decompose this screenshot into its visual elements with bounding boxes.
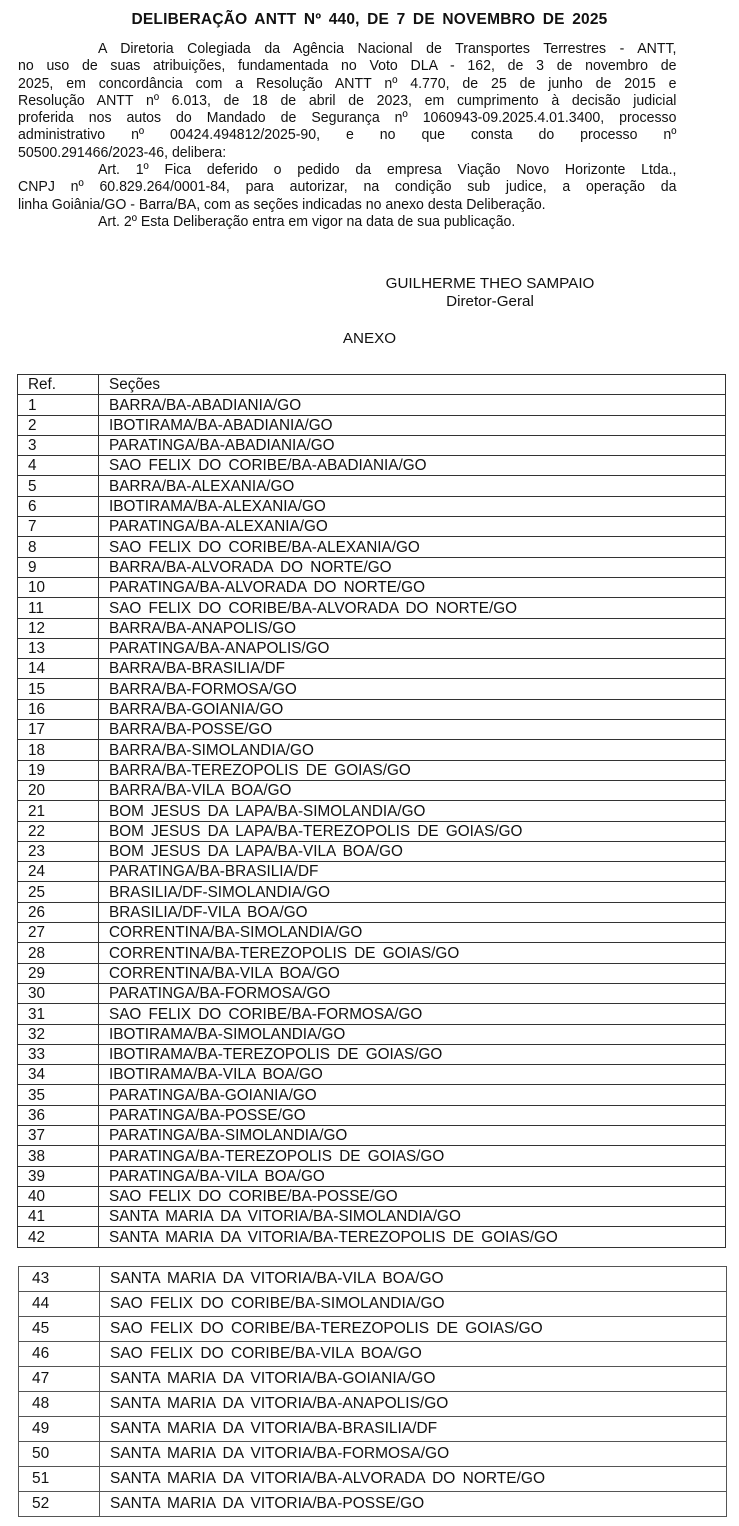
- ref-cell: 42: [18, 1227, 99, 1247]
- section-cell: IBOTIRAMA/BA-ABADIANIA/GO: [99, 415, 726, 435]
- section-cell: CORRENTINA/BA-VILA BOA/GO: [99, 963, 726, 983]
- ref-cell: 41: [18, 1207, 99, 1227]
- ref-cell: 32: [18, 1024, 99, 1044]
- table-row: [18, 862, 726, 882]
- section-cell: BOM JESUS DA LAPA/BA-TEREZOPOLIS DE GOIAS/GO: [99, 821, 726, 841]
- preamble-line: proferida nos autos do Mandado de Segurança nº 1060943-09.2025.4.01.3400, processo: [18, 109, 677, 127]
- annex-title: ANEXO: [342, 330, 397, 347]
- table-row: [18, 456, 726, 476]
- ref-cell: 39: [18, 1166, 99, 1186]
- ref-cell: 31: [18, 1004, 99, 1024]
- ref-cell: 2: [18, 415, 99, 435]
- table-row: [18, 1186, 726, 1206]
- table-row: [18, 902, 726, 922]
- table-row: [18, 679, 726, 699]
- preamble-line: A Diretoria Colegiada da Agência Nacional de Transportes Terrestres - ANTT,: [97, 40, 677, 57]
- ref-cell: 34: [18, 1065, 99, 1085]
- ref-cell: 43: [19, 1267, 100, 1292]
- table-row: [18, 699, 726, 719]
- ref-cell: 21: [18, 801, 99, 821]
- section-cell: BARRA/BA-GOIANIA/GO: [99, 699, 726, 719]
- ref-cell: 14: [18, 659, 99, 679]
- section-cell: SANTA MARIA DA VITORIA/BA-ALVORADA DO NORTE/GO: [100, 1467, 727, 1492]
- ref-cell: 17: [18, 720, 99, 740]
- ref-cell: 1: [18, 395, 99, 415]
- ref-cell: 36: [18, 1105, 99, 1125]
- section-cell: PARATINGA/BA-POSSE/GO: [99, 1105, 726, 1125]
- header-sections: Seções: [99, 375, 726, 395]
- ref-cell: 37: [18, 1125, 99, 1145]
- section-cell: SAO FELIX DO CORIBE/BA-ALVORADA DO NORTE/GO: [99, 598, 726, 618]
- ref-cell: 9: [18, 557, 99, 577]
- section-cell: BARRA/BA-POSSE/GO: [99, 720, 726, 740]
- section-cell: PARATINGA/BA-GOIANIA/GO: [99, 1085, 726, 1105]
- section-cell: BARRA/BA-VILA BOA/GO: [99, 780, 726, 800]
- section-cell: BARRA/BA-FORMOSA/GO: [99, 679, 726, 699]
- section-cell: PARATINGA/BA-VILA BOA/GO: [99, 1166, 726, 1186]
- ref-cell: 26: [18, 902, 99, 922]
- table-row: [18, 943, 726, 963]
- ref-cell: 44: [19, 1292, 100, 1317]
- table-row: [18, 923, 726, 943]
- table-row: [18, 841, 726, 861]
- ref-cell: 18: [18, 740, 99, 760]
- section-cell: SAO FELIX DO CORIBE/BA-ALEXANIA/GO: [99, 537, 726, 557]
- section-cell: SAO FELIX DO CORIBE/BA-TEREZOPOLIS DE GOIAS/GO: [100, 1317, 727, 1342]
- ref-cell: 13: [18, 638, 99, 658]
- table-header-row: [18, 375, 726, 395]
- document-title: DELIBERAÇÃO ANTT Nº 440, DE 7 DE NOVEMBRO DE 2025: [131, 11, 608, 28]
- table-row: [18, 415, 726, 435]
- ref-cell: 30: [18, 983, 99, 1003]
- table-row: [18, 1004, 726, 1024]
- table-row: [18, 476, 726, 496]
- table-row: [19, 1317, 727, 1342]
- section-cell: SANTA MARIA DA VITORIA/BA-VILA BOA/GO: [100, 1267, 727, 1292]
- table-row: [18, 618, 726, 638]
- section-cell: SANTA MARIA DA VITORIA/BA-FORMOSA/GO: [100, 1442, 727, 1467]
- table-row: [18, 1065, 726, 1085]
- section-cell: PARATINGA/BA-ABADIANIA/GO: [99, 435, 726, 455]
- table-row: [18, 1207, 726, 1227]
- table-row: [18, 1085, 726, 1105]
- preamble-line: 2025, em concordância com a Resolução ANTT nº 4.770, de 25 de junho de 2015 e: [18, 74, 677, 92]
- preamble-line: administrativo nº 00424.494812/2025-90, e no que consta do processo nº: [18, 126, 677, 144]
- table-row: [18, 577, 726, 597]
- section-cell: PARATINGA/BA-ALEXANIA/GO: [99, 517, 726, 537]
- ref-cell: 47: [19, 1367, 100, 1392]
- ref-cell: 29: [18, 963, 99, 983]
- section-cell: SANTA MARIA DA VITORIA/BA-BRASILIA/DF: [100, 1417, 727, 1442]
- header-ref: Ref.: [18, 375, 99, 395]
- signatory-role: Diretor-Geral: [446, 293, 534, 310]
- table-row: [19, 1392, 727, 1417]
- table-row: [18, 1166, 726, 1186]
- table-row: [18, 659, 726, 679]
- section-cell: BARRA/BA-ALVORADA DO NORTE/GO: [99, 557, 726, 577]
- ref-cell: 50: [19, 1442, 100, 1467]
- ref-cell: 40: [18, 1186, 99, 1206]
- article-1-paragraph: [18, 161, 676, 213]
- ref-cell: 5: [18, 476, 99, 496]
- table-row: [18, 1024, 726, 1044]
- article-1-line: Art. 1º Fica deferido o pedido da empresa Viação Novo Horizonte Ltda.,: [97, 161, 677, 178]
- section-cell: SAO FELIX DO CORIBE/BA-FORMOSA/GO: [99, 1004, 726, 1024]
- table-row: [18, 496, 726, 516]
- ref-cell: 7: [18, 517, 99, 537]
- table-row: [18, 638, 726, 658]
- table-row: [19, 1417, 727, 1442]
- table-row: [19, 1442, 727, 1467]
- section-cell: PARATINGA/BA-FORMOSA/GO: [99, 983, 726, 1003]
- article-1-line: CNPJ nº 60.829.264/0001-84, para autorizar, na condição sub judice, a operação da: [18, 178, 677, 196]
- preamble-line: Resolução ANTT nº 6.013, de 18 de abril de 2023, em cumprimento à decisão judicial: [18, 91, 677, 109]
- table-row: [18, 760, 726, 780]
- table-row: [18, 1227, 726, 1247]
- table-row: [18, 1125, 726, 1145]
- ref-cell: 24: [18, 862, 99, 882]
- table-row: [19, 1492, 727, 1517]
- ref-cell: 51: [19, 1467, 100, 1492]
- section-cell: BRASILIA/DF-SIMOLANDIA/GO: [99, 882, 726, 902]
- table-row: [18, 720, 726, 740]
- ref-cell: 15: [18, 679, 99, 699]
- annex-table: [17, 374, 726, 1248]
- section-cell: CORRENTINA/BA-TEREZOPOLIS DE GOIAS/GO: [99, 943, 726, 963]
- table-row: [19, 1367, 727, 1392]
- article-1-line: linha Goiânia/GO - Barra/BA, com as seções indicadas no anexo desta Deliberação.: [18, 195, 546, 213]
- section-cell: SAO FELIX DO CORIBE/BA-ABADIANIA/GO: [99, 456, 726, 476]
- ref-cell: 11: [18, 598, 99, 618]
- section-cell: BARRA/BA-SIMOLANDIA/GO: [99, 740, 726, 760]
- table-row: [18, 780, 726, 800]
- signatory-name: GUILHERME THEO SAMPAIO: [385, 275, 595, 292]
- ref-cell: 16: [18, 699, 99, 719]
- table-row: [18, 1044, 726, 1064]
- table-row: [18, 557, 726, 577]
- table-row: [19, 1342, 727, 1367]
- section-cell: BARRA/BA-ABADIANIA/GO: [99, 395, 726, 415]
- table-row: [18, 882, 726, 902]
- section-cell: SANTA MARIA DA VITORIA/BA-ANAPOLIS/GO: [100, 1392, 727, 1417]
- section-cell: BRASILIA/DF-VILA BOA/GO: [99, 902, 726, 922]
- table-row: [18, 435, 726, 455]
- section-cell: IBOTIRAMA/BA-TEREZOPOLIS DE GOIAS/GO: [99, 1044, 726, 1064]
- section-cell: PARATINGA/BA-SIMOLANDIA/GO: [99, 1125, 726, 1145]
- preamble-line: no uso de suas atribuições, fundamentada no Voto DLA - 162, de 3 de novembro de: [18, 57, 677, 75]
- section-cell: SANTA MARIA DA VITORIA/BA-POSSE/GO: [100, 1492, 727, 1517]
- table-row: [18, 963, 726, 983]
- table-row: [18, 1105, 726, 1125]
- section-cell: PARATINGA/BA-ALVORADA DO NORTE/GO: [99, 577, 726, 597]
- ref-cell: 35: [18, 1085, 99, 1105]
- section-cell: PARATINGA/BA-TEREZOPOLIS DE GOIAS/GO: [99, 1146, 726, 1166]
- section-cell: BOM JESUS DA LAPA/BA-SIMOLANDIA/GO: [99, 801, 726, 821]
- ref-cell: 10: [18, 577, 99, 597]
- section-cell: IBOTIRAMA/BA-VILA BOA/GO: [99, 1065, 726, 1085]
- section-cell: SANTA MARIA DA VITORIA/BA-GOIANIA/GO: [100, 1367, 727, 1392]
- section-cell: IBOTIRAMA/BA-SIMOLANDIA/GO: [99, 1024, 726, 1044]
- ref-cell: 33: [18, 1044, 99, 1064]
- ref-cell: 23: [18, 841, 99, 861]
- ref-cell: 4: [18, 456, 99, 476]
- table-row: [18, 517, 726, 537]
- table-row: [18, 983, 726, 1003]
- preamble-line: 50500.291466/2023-46, delibera:: [18, 143, 227, 161]
- ref-cell: 20: [18, 780, 99, 800]
- section-cell: PARATINGA/BA-BRASILIA/DF: [99, 862, 726, 882]
- ref-cell: 28: [18, 943, 99, 963]
- section-cell: SAO FELIX DO CORIBE/BA-SIMOLANDIA/GO: [100, 1292, 727, 1317]
- ref-cell: 3: [18, 435, 99, 455]
- table-row: [18, 821, 726, 841]
- article-2-paragraph: [18, 213, 676, 230]
- preamble-paragraph: [18, 40, 676, 161]
- ref-cell: 6: [18, 496, 99, 516]
- ref-cell: 48: [19, 1392, 100, 1417]
- ref-cell: 22: [18, 821, 99, 841]
- ref-cell: 52: [19, 1492, 100, 1517]
- ref-cell: 49: [19, 1417, 100, 1442]
- table-row: [19, 1292, 727, 1317]
- section-cell: BARRA/BA-ALEXANIA/GO: [99, 476, 726, 496]
- article-2-line: Art. 2º Esta Deliberação entra em vigor na data de sua publicação.: [97, 213, 516, 230]
- table-row: [18, 1146, 726, 1166]
- section-cell: PARATINGA/BA-ANAPOLIS/GO: [99, 638, 726, 658]
- ref-cell: 12: [18, 618, 99, 638]
- table-row: [18, 537, 726, 557]
- ref-cell: 46: [19, 1342, 100, 1367]
- table-row: [19, 1467, 727, 1492]
- table-row: [18, 598, 726, 618]
- ref-cell: 38: [18, 1146, 99, 1166]
- section-cell: SAO FELIX DO CORIBE/BA-POSSE/GO: [99, 1186, 726, 1206]
- ref-cell: 45: [19, 1317, 100, 1342]
- table-row: [18, 801, 726, 821]
- section-cell: SAO FELIX DO CORIBE/BA-VILA BOA/GO: [100, 1342, 727, 1367]
- section-cell: IBOTIRAMA/BA-ALEXANIA/GO: [99, 496, 726, 516]
- ref-cell: 27: [18, 923, 99, 943]
- ref-cell: 25: [18, 882, 99, 902]
- table-row: [18, 395, 726, 415]
- annex-table-continuation: [18, 1266, 727, 1517]
- table-row: [18, 740, 726, 760]
- section-cell: SANTA MARIA DA VITORIA/BA-SIMOLANDIA/GO: [99, 1207, 726, 1227]
- section-cell: CORRENTINA/BA-SIMOLANDIA/GO: [99, 923, 726, 943]
- section-cell: BOM JESUS DA LAPA/BA-VILA BOA/GO: [99, 841, 726, 861]
- ref-cell: 8: [18, 537, 99, 557]
- ref-cell: 19: [18, 760, 99, 780]
- table-row: [19, 1267, 727, 1292]
- section-cell: SANTA MARIA DA VITORIA/BA-TEREZOPOLIS DE GOIAS/GO: [99, 1227, 726, 1247]
- section-cell: BARRA/BA-BRASILIA/DF: [99, 659, 726, 679]
- section-cell: BARRA/BA-TEREZOPOLIS DE GOIAS/GO: [99, 760, 726, 780]
- section-cell: BARRA/BA-ANAPOLIS/GO: [99, 618, 726, 638]
